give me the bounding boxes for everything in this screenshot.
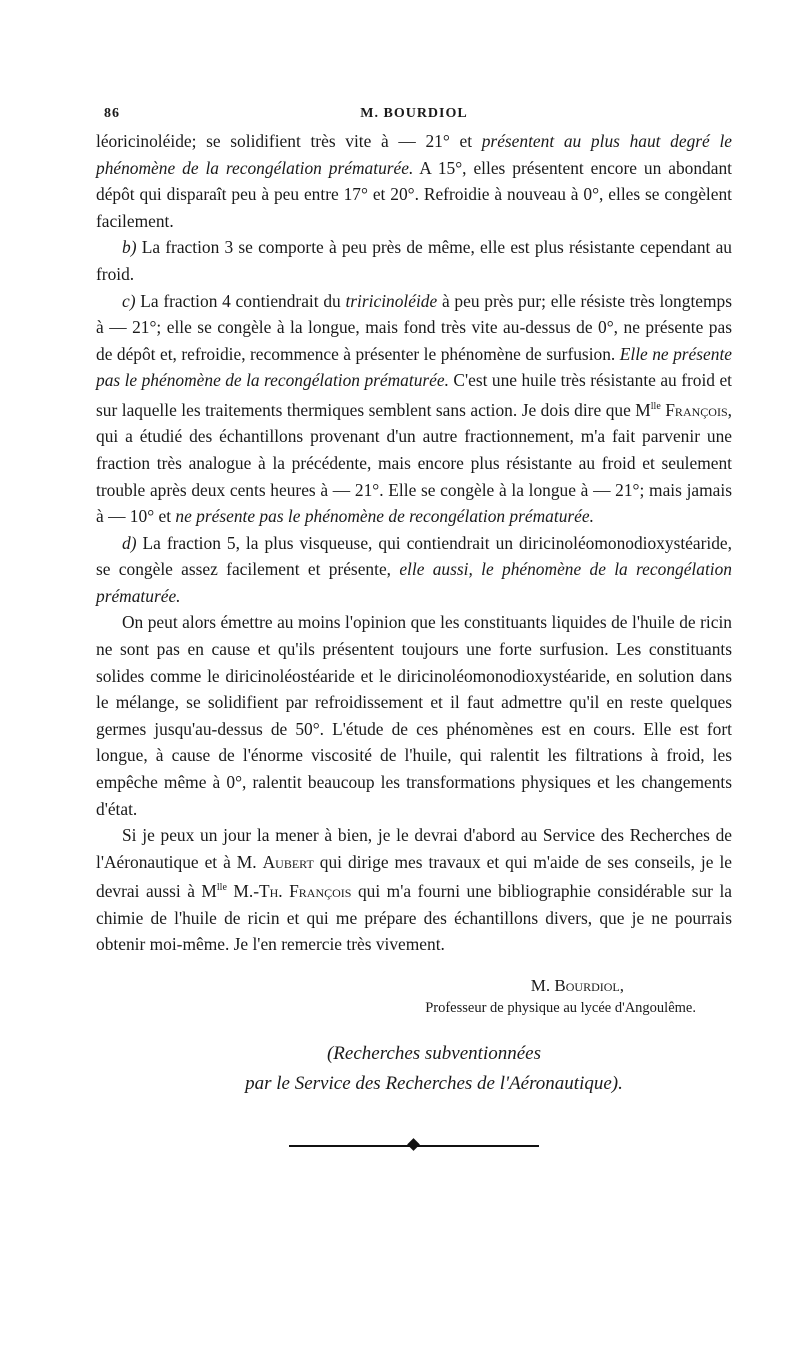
page — [96, 102, 732, 1153]
funding-line-2: par le Service des Recherches de l'Aéronautique). — [245, 1073, 623, 1094]
p1-emphasis: présentent au plus haut degré le phénomène de la recongélation prématurée. — [96, 131, 732, 178]
p3-emphasis-1: triricinoléide — [345, 290, 438, 311]
paragraph-1 — [96, 128, 732, 234]
end-ornament — [289, 1139, 539, 1153]
p3-superscript: lle — [650, 400, 661, 412]
p1-text-a: léoricinoléide; se solidifient très vite à — 21° et — [96, 131, 482, 151]
p6-text-b: qui dirige mes travaux et qui m'aide de ses conseils, je le devrai aussi à M — [96, 851, 732, 902]
page-number: 86 — [104, 106, 120, 121]
person-name-aubert: Aubert — [262, 851, 314, 872]
running-head — [96, 102, 732, 128]
p3-text-c: C'est une huile très résistante au froid et sur laquelle les traitements thermiques semblent sans action. Je dois dire que M — [96, 370, 732, 420]
p2-text: La fraction 3 se comporte à peu près de même, elle est plus résistante cependant au froid. — [96, 237, 732, 284]
affiliation: Professeur de physique au lycée d'Angoulême. — [425, 1000, 696, 1016]
item-label-c: c) — [122, 290, 136, 311]
p4-emphasis: elle aussi, le phénomène de la recongélation prématurée. — [96, 559, 733, 606]
p6-text-a: Si je peux un jour la mener à bien, je le devrai d'abord au Service des Recherches de l'Aéronautique et à M. — [96, 825, 732, 872]
person-name-francois: François — [665, 399, 728, 420]
signature-name: Bourdiol — [554, 976, 620, 995]
p4-text-a: La fraction 5, la plus visqueuse, qui contiendrait un diricinoléomonodioxystéaride, se congèle assez facilement et présente, — [96, 532, 732, 580]
diamond-icon — [407, 1138, 420, 1151]
paragraph-b — [96, 234, 732, 287]
p6-superscript: lle — [216, 882, 227, 894]
p3-text-a: La fraction 4 contiendrait du — [135, 290, 346, 311]
paragraph-5: On peut alors émettre au moins l'opinion que les constituants liquides de l'huile de ricin ne sont pas en cause et qu'ils présentent toujours une forte surfusion. Les constituants solides comme le diricinoléostéaride et le diricinoléomonodioxystéaride, en solution dans le mélange, se solidifient par refroidissement et il faut admettre qu'il en reste quelques germes jusqu'au-dessus de 50°. L'étude de ces phénomènes est en cours. Elle est fort longue, à cause de l'énorme viscosité de l'huile, qui ralentit les filtrations à froid, les empêche même à 0°, ralentit beaucoup les transformations physiques et les changements d'état. — [96, 612, 732, 819]
p6-text-c: qui m'a fourni une bibliographie considérable sur la chimie de l'huile de ricin et qui me prépare des échantillons divers, que je ne pourrais obtenir moi-même. Je l'en remercie très vivement. — [96, 881, 732, 955]
signature — [96, 976, 732, 996]
p1-text-b: A 15°, elles présentent encore un abondant dépôt qui disparaît peu à peu entre 17° et 20°. Refroidie à nouveau à 0°, elles se congèlent facilement. — [96, 157, 732, 231]
funding-note — [96, 1039, 732, 1099]
p3-emphasis-2: Elle ne présente pas le phénomène de la recongélation prématurée. — [96, 343, 733, 391]
item-label-d: d) — [122, 532, 137, 553]
p3-text-d: , qui a étudié des échantillons provenant d'un autre fractionnement, m'a fait parvenir une fraction très analogue à la précédente, mais encore plus résistante au froid et seulement trouble après deux cents heures à — 21°. Elle se congèle à la longue à — 21°; mais jamais à — 10° et — [96, 399, 732, 527]
paragraph-6 — [96, 822, 732, 958]
signature-initial: M. — [530, 976, 555, 995]
article-body — [96, 128, 732, 958]
running-author: M. BOURDIOL — [360, 106, 468, 121]
paragraph-d — [96, 530, 732, 610]
p3-text-b: à peu près pur; elle résiste très longtemps à — 21°; elle se congèle à la longue, mais fond très vite au-dessus de 0°, ne présente pas de dépôt et, refroidie, recommence à présenter le phénomène de surfusion. — [96, 290, 732, 364]
p3-emphasis-3: ne présente pas le phénomène de recongélation prématurée. — [175, 506, 594, 527]
funding-line-1: (Recherches subventionnées — [326, 1043, 541, 1064]
paragraph-c — [96, 288, 732, 530]
signature-comma: , — [619, 976, 624, 995]
person-name-th-francois: M.-Th. François — [226, 881, 352, 902]
item-label-b: b) — [122, 237, 137, 258]
